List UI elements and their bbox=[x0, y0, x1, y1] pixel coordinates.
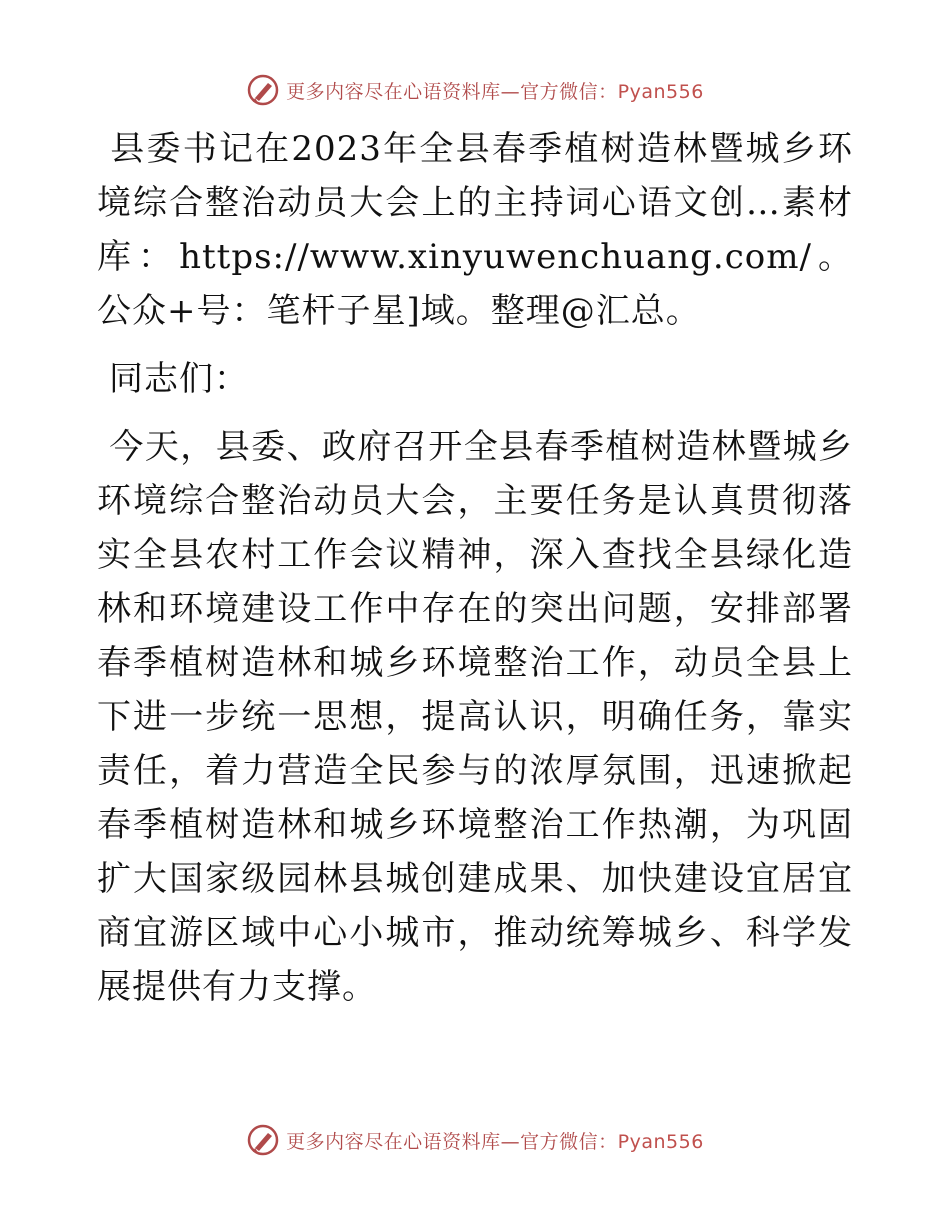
title-paragraph bbox=[97, 122, 853, 338]
banner-label: 更多内容尽在心语资料库—官方微信： bbox=[286, 1130, 618, 1153]
banner-label: 更多内容尽在心语资料库—官方微信： bbox=[286, 80, 618, 103]
header-banner bbox=[0, 70, 950, 110]
banner-text bbox=[286, 1127, 704, 1154]
greeting-text: 同志们： bbox=[109, 359, 249, 399]
pen-logo-icon bbox=[246, 1123, 280, 1157]
pen-logo-icon bbox=[246, 73, 280, 107]
greeting-paragraph bbox=[97, 352, 853, 406]
footer-banner bbox=[0, 1120, 950, 1160]
banner-text bbox=[286, 77, 704, 104]
title-text: 县委书记在2023年全县春季植树造林暨城乡环境综合整治动员大会上的主持词心语文创…素材库：https://www.xinyuwenchuang.com/。公众+号：笔杆子星]域。整理@汇总。 bbox=[97, 129, 853, 331]
document-body bbox=[97, 122, 853, 1014]
banner-handle: Pyan556 bbox=[617, 1130, 704, 1153]
body-paragraph bbox=[97, 420, 853, 1014]
body-text: 今天，县委、政府召开全县春季植树造林暨城乡环境综合整治动员大会，主要任务是认真贯彻落实全县农村工作会议精神，深入查找全县绿化造林和环境建设工作中存在的突出问题，安排部署春季植树造林和城乡环境整治工作，动员全县上下进一步统一思想，提高认识，明确任务，靠实责任，着力营造全民参与的浓厚氛围，迅速掀起春季植树造林和城乡环境整治工作热潮，为巩固扩大国家级园林县城创建成果、加快建设宜居宜商宜游区域中心小城市，推动统筹城乡、科学发展提供有力支撑。 bbox=[97, 427, 853, 1007]
banner-handle: Pyan556 bbox=[617, 80, 704, 103]
